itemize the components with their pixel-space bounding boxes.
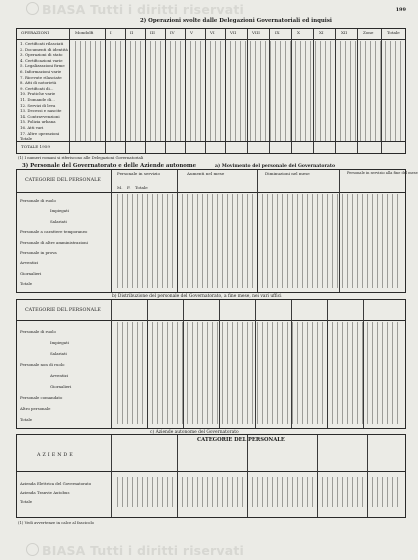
seal-icon — [26, 2, 39, 15]
watermark-bottom: BIASA Tutti i diritti riservati — [26, 543, 244, 558]
operations-data-block — [73, 41, 401, 141]
personnel-data-block — [115, 194, 401, 288]
aziende-data-block — [115, 477, 401, 507]
operations-table-header: OPERAZIONI Mondolfi I II III IV V VI VII VIII IX X XI XII Zone Totale — [17, 29, 405, 40]
operations-total-row: TOTALE 1959 — [17, 141, 405, 153]
section-2-title: 3) Personale del Governatorato e delle Aziende autonome — [22, 163, 197, 169]
header-operazioni: OPERAZIONI — [21, 30, 50, 35]
section-2-subtitle: a) Movimento del personale del Governatorato — [215, 164, 336, 169]
aziende-row-labels: Azienda Elettrica del Governatorato Azienda Tranvie Autobus Totale — [20, 481, 92, 504]
operations-row-labels: 1. Certificati rilasciati 2. Documenti di identità 3. Operazioni di stato 4. Certificazioni varie 5. Legalizzazioni firme 6. Informazioni varie 7. Ricevute rilasciate 8. Atti di notorietà 9. Certificati di... 10. Pratiche varie 11. Domande di... 12. Servizi di leva 13. Decessi e nascite 14. Contravvenzioni 15. Polizia urbana 16. Atti vari 17. Altre operazioni Totale — [20, 41, 68, 142]
operations-note: (1) I numeri romani si riferiscono alle Delegazioni Governatoriali — [18, 155, 144, 160]
distribution-data-block — [115, 322, 401, 424]
personnel-header: CATEGORIE DEL PERSONALE Personale in servizio Aumenti nel mese Diminuzioni nel mese Personale in servizio alla fine del mese M. F. Totale — [17, 170, 405, 193]
aziende-table — [16, 434, 406, 518]
personnel-row-labels: Personale di ruolo Impiegati Salariati Personale a carattere temporaneo Personale di altre amministrazioni Personale in prova Avventizi Giornalieri Totale — [20, 198, 88, 287]
watermark-top: BIASA Tutti i diritti riservati — [26, 2, 244, 17]
personnel-distribution-table — [16, 299, 406, 429]
distribution-row-labels: Personale di ruolo Impiegati Salariati Personale non di ruolo Avventizi Giornalieri Personale comandato Altro personale Totale — [20, 329, 72, 422]
section-3-title: b) Distribuzione del personale del Governatorato, a fine mese, nei vari uffici — [112, 294, 282, 299]
personnel-movement-table — [16, 169, 418, 293]
section-1-title: 2) Operazioni svolte dalle Delegazioni Governatoriali ed inquisi — [140, 18, 332, 24]
page-number: 199 — [395, 7, 406, 13]
operations-table — [16, 28, 406, 154]
distribution-header: CATEGORIE DEL PERSONALE — [17, 300, 405, 321]
aziende-note: (1) Vedi avvertenze in calce al fascicolo — [18, 520, 94, 525]
section-4-title: c) Aziende autonome del Governatorato — [150, 430, 239, 435]
seal-icon — [26, 543, 39, 556]
aziende-header: AZIENDE CATEGORIE DEL PERSONALE — [17, 435, 405, 472]
